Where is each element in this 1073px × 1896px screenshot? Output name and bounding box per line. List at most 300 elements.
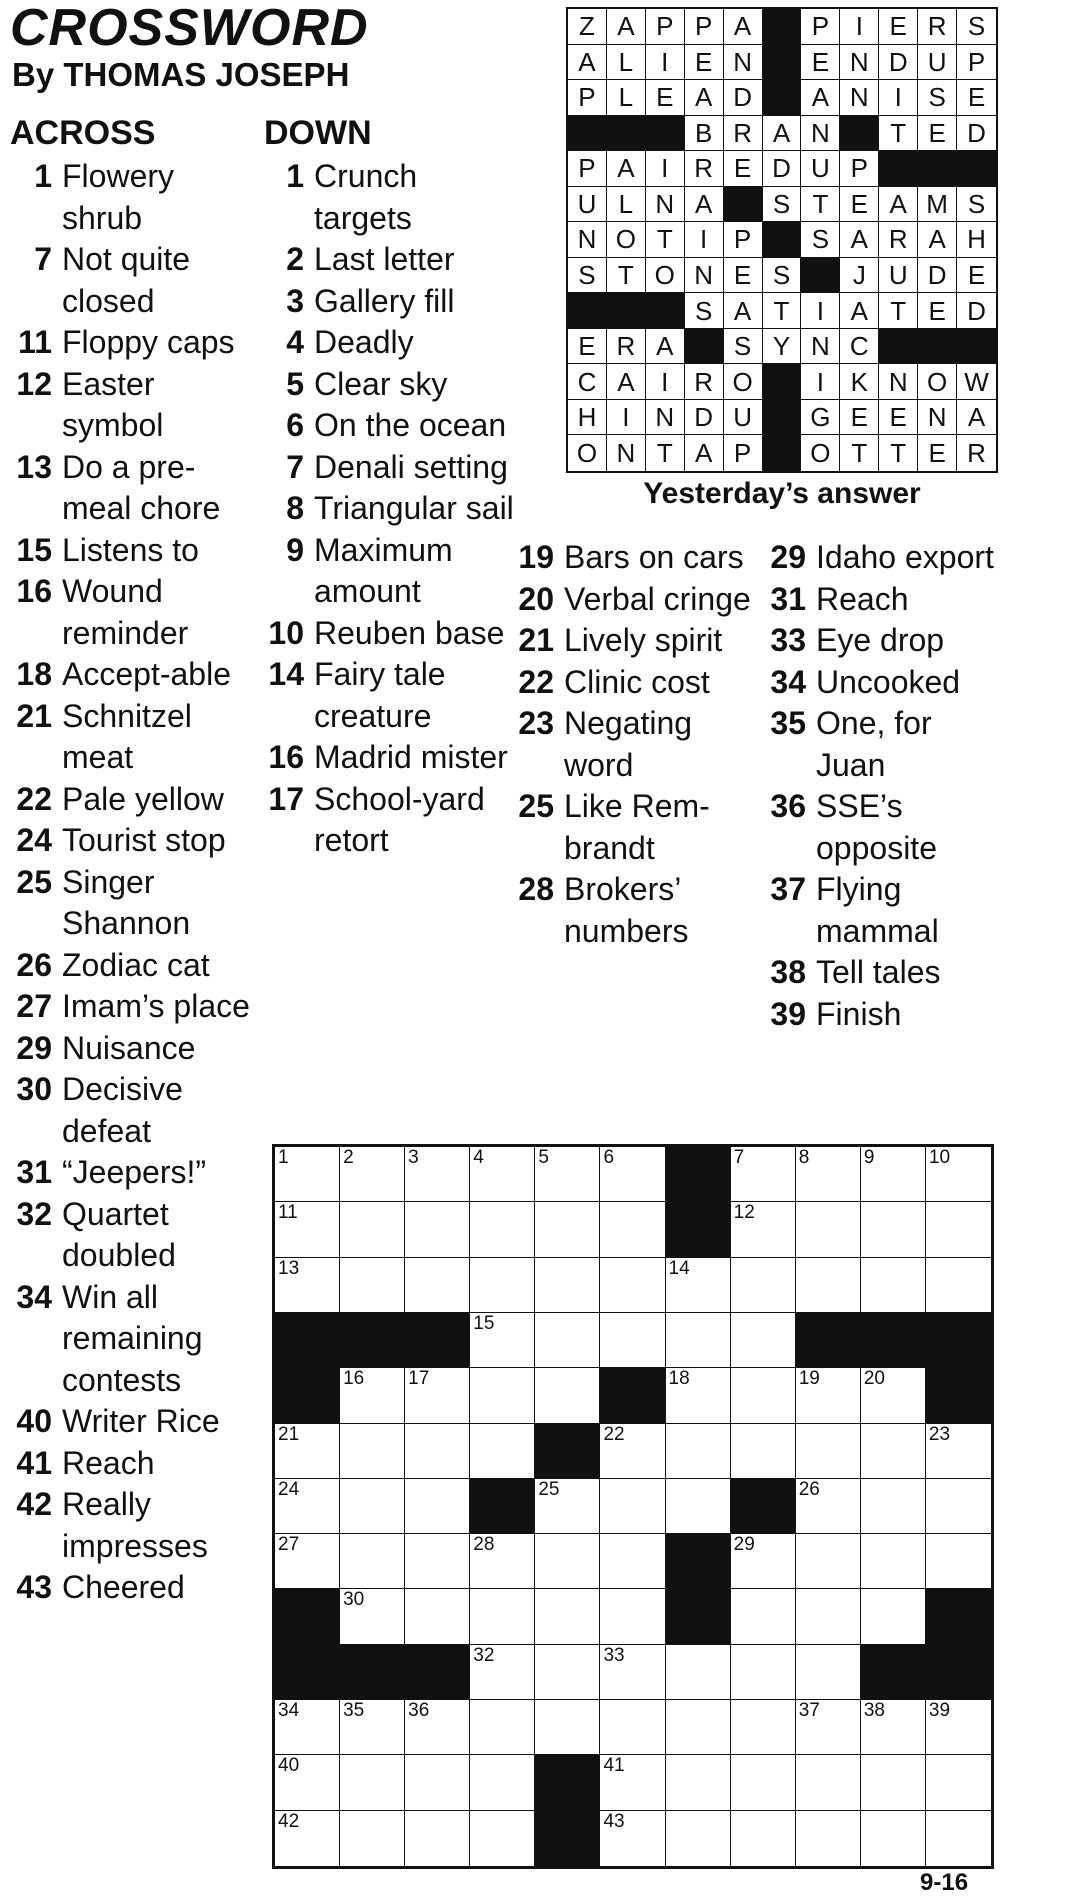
grid-cell[interactable] xyxy=(796,1424,861,1479)
grid-cell[interactable] xyxy=(666,1755,731,1810)
grid-cell[interactable] xyxy=(731,1755,796,1810)
grid-cell[interactable] xyxy=(535,1258,600,1313)
grid-cell[interactable] xyxy=(926,1424,991,1479)
clue-text: Bars on cars xyxy=(564,539,744,575)
grid-cell[interactable] xyxy=(796,1700,861,1755)
grid-cell[interactable] xyxy=(796,1202,861,1257)
grid-cell[interactable] xyxy=(600,1202,665,1257)
answer-letter-cell: S xyxy=(957,187,996,223)
clue-item xyxy=(264,239,514,281)
clue-number: 6 xyxy=(286,407,304,443)
clue-number: 8 xyxy=(286,490,304,526)
cell-number: 37 xyxy=(798,1700,820,1722)
grid-cell[interactable] xyxy=(861,1424,926,1479)
clue-number: 21 xyxy=(16,697,52,734)
byline: By THOMAS JOSEPH xyxy=(12,56,350,93)
cell-number: 36 xyxy=(408,1700,430,1722)
cell-number: 27 xyxy=(278,1534,300,1556)
cell-number: 5 xyxy=(538,1147,549,1168)
clue-number: 42 xyxy=(16,1486,52,1522)
grid-cell[interactable] xyxy=(405,1811,470,1866)
clue-item xyxy=(264,405,514,447)
grid-cell[interactable] xyxy=(600,1147,665,1202)
cell-number: 39 xyxy=(928,1700,951,1722)
grid-cell[interactable] xyxy=(731,1589,796,1644)
answer-letter-cell: S xyxy=(568,258,607,294)
grid-cell[interactable] xyxy=(796,1479,861,1534)
answer-letter-cell: A xyxy=(957,400,996,436)
answer-letter-cell: D xyxy=(724,80,763,116)
cell-number: 14 xyxy=(668,1257,690,1279)
clue-item xyxy=(264,737,514,779)
answer-letter-cell: O xyxy=(568,435,607,471)
grid-cell[interactable] xyxy=(535,1700,600,1755)
answer-black-square xyxy=(763,45,802,81)
grid-cell[interactable] xyxy=(926,1534,991,1589)
answer-letter-cell: N xyxy=(568,222,607,258)
clue-text: Quartet doubled xyxy=(62,1195,176,1273)
grid-cell[interactable] xyxy=(470,1424,535,1479)
clue-item xyxy=(508,620,756,662)
answer-letter-cell: N xyxy=(918,400,957,436)
answer-letter-cell: A xyxy=(840,293,879,329)
clue-number: 23 xyxy=(518,705,554,741)
clue-text: Writer Rice xyxy=(62,1403,220,1439)
answer-letter-cell: N xyxy=(879,364,918,400)
black-square xyxy=(666,1589,731,1644)
black-square xyxy=(666,1147,731,1202)
grid-cell[interactable] xyxy=(666,1479,731,1534)
clue-item xyxy=(760,786,1000,869)
answer-black-square xyxy=(763,400,802,436)
grid-cell[interactable] xyxy=(405,1755,470,1810)
cell-number: 18 xyxy=(668,1368,690,1390)
answer-letter-cell: A xyxy=(918,222,957,258)
answer-letter-cell: R xyxy=(967,438,986,469)
clue-text: Reach xyxy=(62,1444,155,1481)
grid-cell[interactable] xyxy=(861,1700,926,1755)
grid-cell[interactable] xyxy=(405,1589,470,1644)
cell-number: 33 xyxy=(603,1644,625,1666)
grid-cell[interactable] xyxy=(731,1202,796,1257)
cell-number: 8 xyxy=(798,1147,810,1168)
answer-letter-cell: P xyxy=(568,80,607,116)
grid-cell[interactable] xyxy=(861,1534,926,1589)
answer-letter-cell: I xyxy=(840,9,879,45)
grid-cell[interactable] xyxy=(666,1811,731,1866)
answer-letter-cell: R xyxy=(879,222,918,258)
grid-cell[interactable] xyxy=(405,1202,470,1257)
grid-cell[interactable] xyxy=(666,1258,731,1313)
clue-text: Do a pre-meal chore xyxy=(62,448,221,526)
cell-number: 38 xyxy=(863,1700,885,1722)
answer-letter-cell: E xyxy=(801,45,840,81)
answer-letter-cell: P xyxy=(724,222,763,258)
grid-cell[interactable] xyxy=(535,1147,600,1202)
answer-letter-cell: O xyxy=(646,258,685,294)
clue-number: 31 xyxy=(16,1154,52,1190)
answer-letter-cell: E xyxy=(957,80,996,116)
clue-text: Singer Shannon xyxy=(62,863,191,941)
answer-letter-cell: U xyxy=(801,151,840,187)
answer-letter-cell: S xyxy=(763,258,802,294)
grid-cell[interactable] xyxy=(926,1479,991,1534)
grid-cell[interactable] xyxy=(796,1258,861,1313)
grid-cell[interactable] xyxy=(796,1811,861,1866)
clue-text: Wound reminder xyxy=(62,573,189,651)
answer-letter-cell: S xyxy=(957,9,996,45)
clue-text: Like Rem-brandt xyxy=(564,788,710,866)
clue-item xyxy=(264,613,514,655)
grid-cell[interactable] xyxy=(861,1589,926,1644)
clue-number: 30 xyxy=(16,1071,52,1107)
across-clue-list xyxy=(10,156,255,1609)
grid-cell[interactable] xyxy=(340,1589,405,1644)
answer-letter-cell: I xyxy=(801,293,840,329)
clue-number: 40 xyxy=(16,1403,52,1439)
clue-item xyxy=(508,869,756,952)
grid-cell[interactable] xyxy=(731,1645,796,1700)
cell-number: 10 xyxy=(928,1147,951,1168)
grid-cell[interactable] xyxy=(340,1424,405,1479)
clue-item xyxy=(10,1484,255,1567)
grid-cell[interactable] xyxy=(861,1368,926,1423)
clue-item xyxy=(508,537,756,579)
grid-cell[interactable] xyxy=(405,1424,470,1479)
crossword-grid[interactable] xyxy=(272,1144,994,1869)
black-square xyxy=(275,1313,340,1368)
answer-letter-cell: N xyxy=(685,258,724,294)
grid-cell[interactable] xyxy=(405,1368,470,1423)
grid-cell[interactable] xyxy=(470,1368,535,1423)
answer-letter-cell: A xyxy=(685,187,724,223)
grid-cell[interactable] xyxy=(600,1700,665,1755)
grid-cell[interactable] xyxy=(861,1755,926,1810)
grid-cell[interactable] xyxy=(796,1645,861,1700)
clue-item xyxy=(10,1152,255,1194)
clue-number: 33 xyxy=(770,622,806,658)
clue-text: Pale yellow xyxy=(62,780,224,817)
clue-item xyxy=(264,779,514,862)
answer-black-square xyxy=(646,116,685,152)
clue-text: “Jeepers!” xyxy=(62,1154,207,1190)
grid-cell[interactable] xyxy=(470,1811,535,1866)
grid-cell[interactable] xyxy=(731,1534,796,1589)
grid-cell[interactable] xyxy=(340,1700,405,1755)
answer-letter-cell: N xyxy=(607,435,646,471)
clue-number: 11 xyxy=(18,324,52,360)
answer-letter-cell: U xyxy=(724,400,763,436)
clue-text: Reuben base xyxy=(314,614,505,651)
answer-letter-cell: A xyxy=(763,116,802,152)
clue-item xyxy=(264,488,514,530)
grid-cell[interactable] xyxy=(861,1147,926,1202)
grid-cell[interactable] xyxy=(861,1811,926,1866)
grid-cell[interactable] xyxy=(275,1258,340,1313)
grid-cell[interactable] xyxy=(405,1479,470,1534)
grid-cell[interactable] xyxy=(535,1202,600,1257)
answer-letter-cell: U xyxy=(918,45,957,81)
grid-cell[interactable] xyxy=(731,1313,796,1368)
grid-cell[interactable] xyxy=(340,1258,405,1313)
grid-cell[interactable] xyxy=(796,1147,861,1202)
clue-number: 37 xyxy=(770,871,806,907)
answer-letter-cell: A xyxy=(607,9,646,45)
clue-number: 5 xyxy=(286,365,304,402)
answer-letter-cell: I xyxy=(685,222,724,258)
answer-letter-cell: A xyxy=(724,9,763,45)
clue-item xyxy=(508,786,756,869)
clue-number: 18 xyxy=(16,656,52,692)
grid-cell[interactable] xyxy=(535,1645,600,1700)
clue-text: Gallery fill xyxy=(314,282,455,319)
clue-text: Really impresses xyxy=(62,1486,208,1564)
clue-text: Denali setting xyxy=(314,448,508,485)
grid-cell[interactable] xyxy=(666,1368,731,1423)
cell-number: 26 xyxy=(798,1478,820,1500)
answer-letter-cell: H xyxy=(957,222,996,258)
down-clue-list-1 xyxy=(264,156,514,862)
answer-letter-cell: S xyxy=(685,293,724,329)
cell-number: 40 xyxy=(278,1755,300,1777)
grid-cell[interactable] xyxy=(470,1147,535,1202)
cell-number: 2 xyxy=(343,1147,354,1168)
grid-cell[interactable] xyxy=(666,1313,731,1368)
grid-cell[interactable] xyxy=(796,1755,861,1810)
grid-cell[interactable] xyxy=(796,1368,861,1423)
cell-number: 7 xyxy=(733,1147,745,1168)
clue-number: 21 xyxy=(518,622,554,658)
grid-cell[interactable] xyxy=(535,1589,600,1644)
grid-cell[interactable] xyxy=(600,1424,665,1479)
clue-text: Verbal cringe xyxy=(564,580,751,617)
yesterday-answer-caption: Yesterday’s answer xyxy=(643,477,921,510)
answer-black-square xyxy=(646,293,685,329)
cell-number: 21 xyxy=(278,1423,300,1445)
cell-number: 30 xyxy=(343,1589,365,1611)
answer-black-square xyxy=(763,222,802,258)
grid-cell[interactable] xyxy=(340,1368,405,1423)
answer-letter-cell: A xyxy=(568,45,607,81)
black-square xyxy=(275,1589,340,1644)
grid-cell[interactable] xyxy=(861,1479,926,1534)
clue-item xyxy=(10,1194,255,1277)
answer-letter-cell: E xyxy=(840,187,879,223)
grid-cell[interactable] xyxy=(405,1258,470,1313)
answer-letter-cell: J xyxy=(840,258,879,294)
black-square xyxy=(861,1645,926,1700)
clue-number: 26 xyxy=(16,946,52,983)
grid-cell[interactable] xyxy=(535,1534,600,1589)
grid-cell[interactable] xyxy=(666,1700,731,1755)
grid-cell[interactable] xyxy=(861,1258,926,1313)
grid-cell[interactable] xyxy=(275,1479,340,1534)
cell-number: 29 xyxy=(733,1534,755,1556)
black-square xyxy=(340,1645,405,1700)
answer-letter-cell: E xyxy=(918,293,957,329)
answer-letter-cell: C xyxy=(840,329,879,365)
clue-item xyxy=(508,703,756,786)
cell-number: 19 xyxy=(798,1368,820,1390)
clue-item xyxy=(10,1401,255,1443)
grid-cell[interactable] xyxy=(600,1534,665,1589)
clue-number: 22 xyxy=(16,780,52,817)
cell-number: 28 xyxy=(473,1534,495,1556)
black-square xyxy=(926,1589,991,1644)
grid-cell[interactable] xyxy=(470,1534,535,1589)
grid-cell[interactable] xyxy=(275,1700,340,1755)
clue-item xyxy=(508,662,756,704)
clue-number: 16 xyxy=(16,573,52,609)
clue-number: 41 xyxy=(16,1444,52,1481)
grid-cell[interactable] xyxy=(275,1534,340,1589)
answer-letter-cell: I xyxy=(646,45,685,81)
grid-cell[interactable] xyxy=(600,1313,665,1368)
grid-cell[interactable] xyxy=(731,1811,796,1866)
grid-cell[interactable] xyxy=(405,1700,470,1755)
answer-black-square xyxy=(607,293,646,329)
grid-cell[interactable] xyxy=(340,1147,405,1202)
clue-item xyxy=(10,862,255,945)
grid-cell[interactable] xyxy=(275,1202,340,1257)
answer-black-square xyxy=(607,116,646,152)
grid-cell[interactable] xyxy=(600,1811,665,1866)
grid-cell[interactable] xyxy=(275,1424,340,1479)
clue-number: 32 xyxy=(16,1195,52,1232)
answer-letter-cell: T xyxy=(763,293,802,329)
answer-letter-cell: P xyxy=(840,151,879,187)
answer-letter-cell: A xyxy=(724,293,763,329)
answer-black-square xyxy=(763,80,802,116)
clue-text: Lively spirit xyxy=(564,622,723,658)
answer-letter-cell: O xyxy=(801,435,840,471)
grid-cell[interactable] xyxy=(470,1589,535,1644)
answer-letter-cell: E xyxy=(918,435,957,471)
answer-letter-cell: N xyxy=(840,80,879,116)
clue-item xyxy=(10,364,255,447)
answer-letter-cell: K xyxy=(840,364,879,400)
grid-cell[interactable] xyxy=(340,1534,405,1589)
clue-number: 7 xyxy=(34,241,52,277)
clue-number: 17 xyxy=(268,780,304,817)
clue-item xyxy=(264,447,514,489)
cell-number: 1 xyxy=(278,1147,289,1168)
clue-number: 34 xyxy=(16,1278,52,1315)
answer-letter-cell: A xyxy=(879,187,918,223)
clue-text: Idaho export xyxy=(816,539,994,575)
clue-text: SSE’s opposite xyxy=(816,788,937,866)
grid-cell[interactable] xyxy=(926,1202,991,1257)
answer-letter-cell: T xyxy=(801,187,840,223)
clue-item xyxy=(10,696,255,779)
clue-item xyxy=(760,537,1000,579)
answer-black-square xyxy=(879,329,918,365)
grid-cell[interactable] xyxy=(405,1147,470,1202)
grid-cell[interactable] xyxy=(340,1811,405,1866)
answer-letter-cell: D xyxy=(685,400,724,436)
grid-cell[interactable] xyxy=(275,1755,340,1810)
grid-cell[interactable] xyxy=(600,1479,665,1534)
grid-cell[interactable] xyxy=(405,1534,470,1589)
grid-cell[interactable] xyxy=(926,1700,991,1755)
cell-number: 24 xyxy=(278,1478,300,1500)
clue-text: Reach xyxy=(816,580,909,617)
grid-cell[interactable] xyxy=(666,1424,731,1479)
clue-item xyxy=(10,322,255,364)
grid-cell[interactable] xyxy=(926,1258,991,1313)
answer-letter-cell: A xyxy=(685,80,724,116)
clue-number: 20 xyxy=(518,580,554,617)
cell-number: 15 xyxy=(473,1312,495,1334)
answer-letter-cell: N xyxy=(801,329,840,365)
answer-letter-cell: N xyxy=(801,116,840,152)
clue-number: 10 xyxy=(268,614,304,651)
grid-cell[interactable] xyxy=(731,1424,796,1479)
grid-cell[interactable] xyxy=(470,1645,535,1700)
grid-cell[interactable] xyxy=(600,1258,665,1313)
grid-cell[interactable] xyxy=(926,1755,991,1810)
grid-cell[interactable] xyxy=(861,1202,926,1257)
answer-letter-cell: A xyxy=(685,435,724,471)
grid-cell[interactable] xyxy=(535,1479,600,1534)
grid-cell[interactable] xyxy=(275,1811,340,1866)
clue-number: 34 xyxy=(770,663,806,700)
grid-cell[interactable] xyxy=(731,1700,796,1755)
grid-cell[interactable] xyxy=(535,1313,600,1368)
grid-cell[interactable] xyxy=(926,1811,991,1866)
answer-letter-cell: T xyxy=(879,435,918,471)
grid-cell[interactable] xyxy=(340,1479,405,1534)
grid-cell[interactable] xyxy=(600,1645,665,1700)
clue-number: 2 xyxy=(286,241,304,277)
grid-cell[interactable] xyxy=(470,1202,535,1257)
grid-cell[interactable] xyxy=(470,1755,535,1810)
answer-black-square xyxy=(918,329,957,365)
grid-cell[interactable] xyxy=(535,1368,600,1423)
answer-letter-cell: C xyxy=(568,364,607,400)
grid-cell[interactable] xyxy=(600,1755,665,1810)
grid-cell[interactable] xyxy=(731,1258,796,1313)
answer-letter-cell: E xyxy=(957,258,996,294)
grid-cell[interactable] xyxy=(340,1202,405,1257)
answer-black-square xyxy=(763,364,802,400)
clue-number: 25 xyxy=(16,863,52,900)
grid-cell[interactable] xyxy=(275,1147,340,1202)
grid-cell[interactable] xyxy=(666,1645,731,1700)
answer-letter-cell: Z xyxy=(568,9,607,45)
clue-number: 15 xyxy=(16,531,52,568)
grid-cell[interactable] xyxy=(470,1313,535,1368)
grid-cell[interactable] xyxy=(731,1147,796,1202)
grid-cell[interactable] xyxy=(470,1700,535,1755)
grid-cell[interactable] xyxy=(796,1534,861,1589)
grid-cell[interactable] xyxy=(470,1258,535,1313)
answer-letter-cell: T xyxy=(646,435,685,471)
grid-cell[interactable] xyxy=(340,1755,405,1810)
black-square xyxy=(535,1424,600,1479)
answer-letter-cell: E xyxy=(918,116,957,152)
grid-cell[interactable] xyxy=(731,1368,796,1423)
answer-black-square xyxy=(918,151,957,187)
grid-cell[interactable] xyxy=(600,1589,665,1644)
answer-letter-cell: P xyxy=(957,45,996,81)
grid-cell[interactable] xyxy=(796,1589,861,1644)
grid-cell[interactable] xyxy=(926,1147,991,1202)
clue-text: Zodiac cat xyxy=(62,946,210,983)
answer-letter-cell: R xyxy=(918,9,957,45)
answer-letter-cell: S xyxy=(763,187,802,223)
clue-number: 43 xyxy=(16,1569,52,1605)
